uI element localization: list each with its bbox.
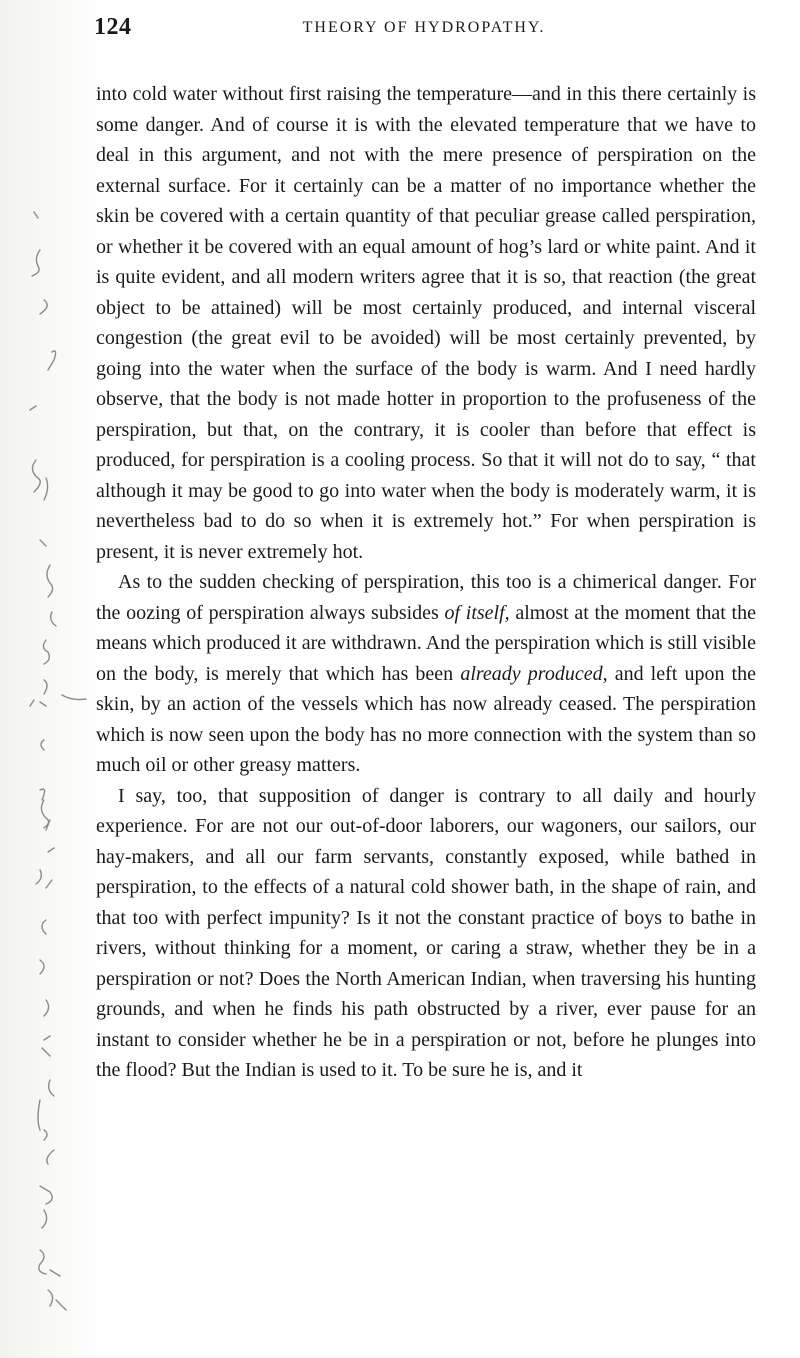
running-head: THEORY OF HYDROPATHY. [302,19,546,36]
body-text [96,79,756,1086]
paragraph [96,781,756,1086]
page-number: 124 [94,14,132,40]
paragraph-text: As to the sudden checking of perspiration, this too is a chimerical danger. For the oozing of perspiration always subsides [96,571,756,624]
page-header [94,14,754,44]
margin-pencil-marks [0,0,92,1358]
paragraph [96,79,756,567]
paragraph [96,567,756,781]
paragraph-text: almost at the moment that the means which produced it are withdrawn. And the perspiration which is still visible on the body, is merely that which has been [96,601,756,685]
paragraph-text: into cold water without first raising the temperature—and in this there certainly is some danger. And of course it is with the elevated temperature that we have to deal in this argument, and not with the mere presence of perspiration on the external surface. For it certainly can be a matter of no importance whether the skin be covered with a certain quantity of that peculiar grease called perspiration, or whether it be covered with an equal amount of hog’s lard or white paint. And it is quite evident, and all modern writers agree that it is so, that reaction (the great object to be attained) will be most certainly produced, and internal visceral congestion (the great evil to be avoided) will be most certainly prevented, by going into the water when the surface of the body is warm. And I need hardly observe, that the body is not made hotter in proportion to the profuseness of the perspiration, but that, on the contrary, it is cooler than before that effect is produced, for perspiration is a cooling process. So that it will not do to say, “ that although it may be good to go into water when the body is moderately warm, it is nevertheless bad to do so when it is extremely hot.” For when perspiration is present, it is never extremely hot. [96,83,756,563]
paragraph-text: I say, too, that supposition of danger is contrary to all daily and hourly experience. For are not our out-of-door laborers, our wagoners, our sailors, our hay-makers, and all our farm servants, constantly exposed, while bathed in perspiration, to the effects of a natural cold shower bath, in the shape of rain, and that too with perfect impunity? Is it not the constant practice of boys to bathe in rivers, without thinking for a moment, or caring a straw, whether they be in a perspiration or not? Does the North American Indian, when traversing his hunting grounds, and when he finds his path obstructed by a river, ever pause for an instant to consider whether he be in a perspiration or not, before he plunges into the flood? But the Indian is used to it. To be sure he is, and it [96,784,756,1081]
paragraph-text: and left upon the skin, by an action of the vessels which has now already ceased. The perspiration which is now seen upon the body has no more connection with the system than so much oil or other greasy matters. [96,662,756,776]
italic-text: already produced, [460,662,608,685]
italic-text: of itself, [444,601,510,624]
